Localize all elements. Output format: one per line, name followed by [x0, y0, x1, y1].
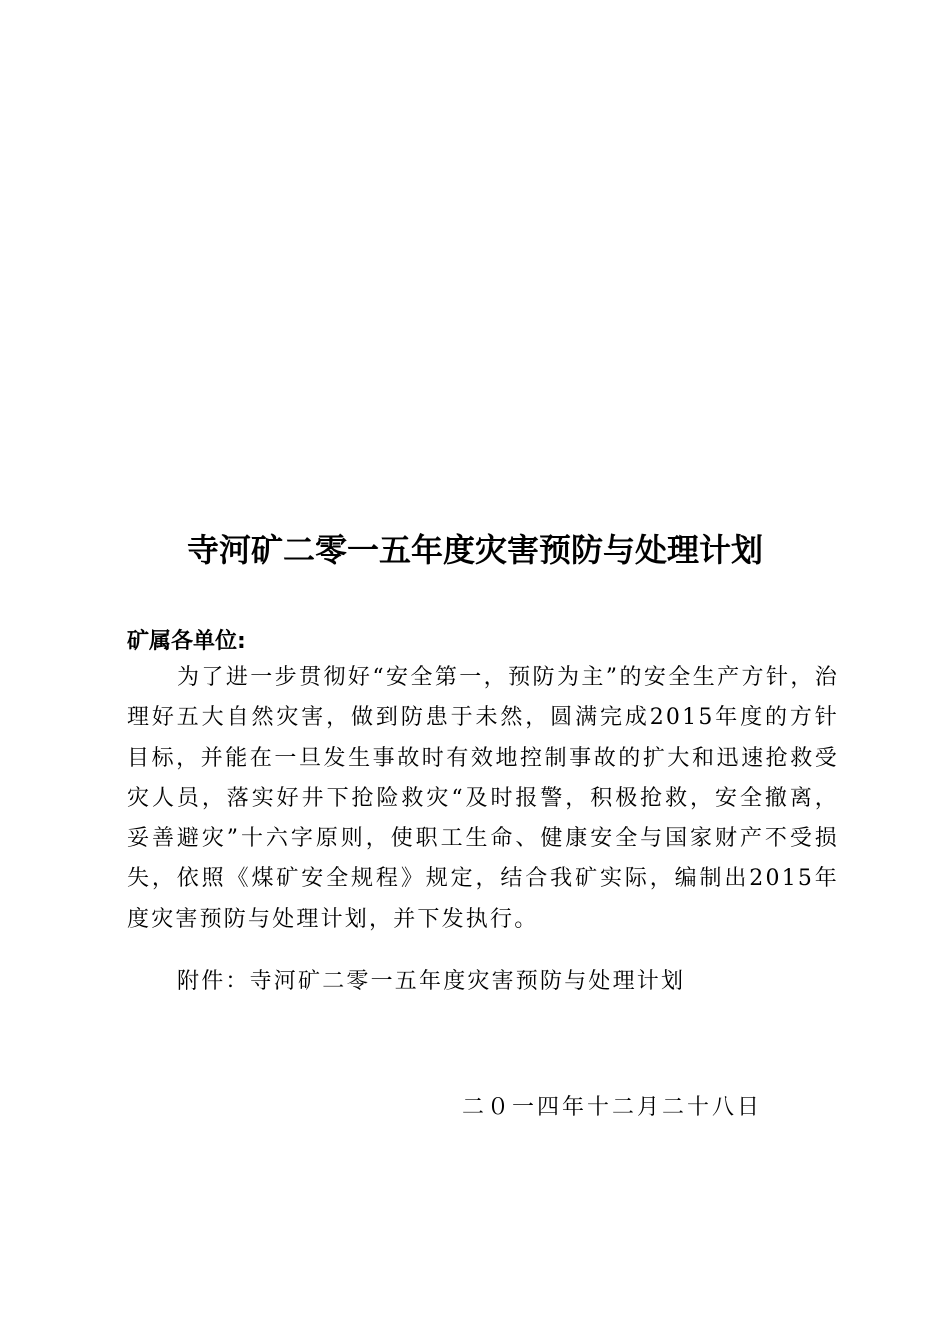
salutation: 矿属各单位: [127, 629, 246, 654]
document-date: 二０一四年十二月二十八日 [462, 1095, 763, 1120]
body-paragraph: 为了进一步贯彻好“安全第一，预防为主”的安全生产方针，治理好五大自然灾害，做到防患于未然，圆满完成2015年度的方针目标，并能在一旦发生事故时有效地控制事故的扩大和迅速抢救受灾人员，落实好井下抢险救灾“及时报警，积极抢救，安全撤离，妥善避灾”十六字原则，使职工生命、健康安全与国家财产不受损失，依照《煤矿安全规程》规定，结合我矿实际，编制出2015年度灾害预防与处理计划，并下发执行。 [127, 665, 839, 932]
attachment-line: 附件：寺河矿二零一五年度灾害预防与处理计划 [177, 969, 686, 994]
document-title: 寺河矿二零一五年度灾害预防与处理计划 [186, 531, 763, 569]
